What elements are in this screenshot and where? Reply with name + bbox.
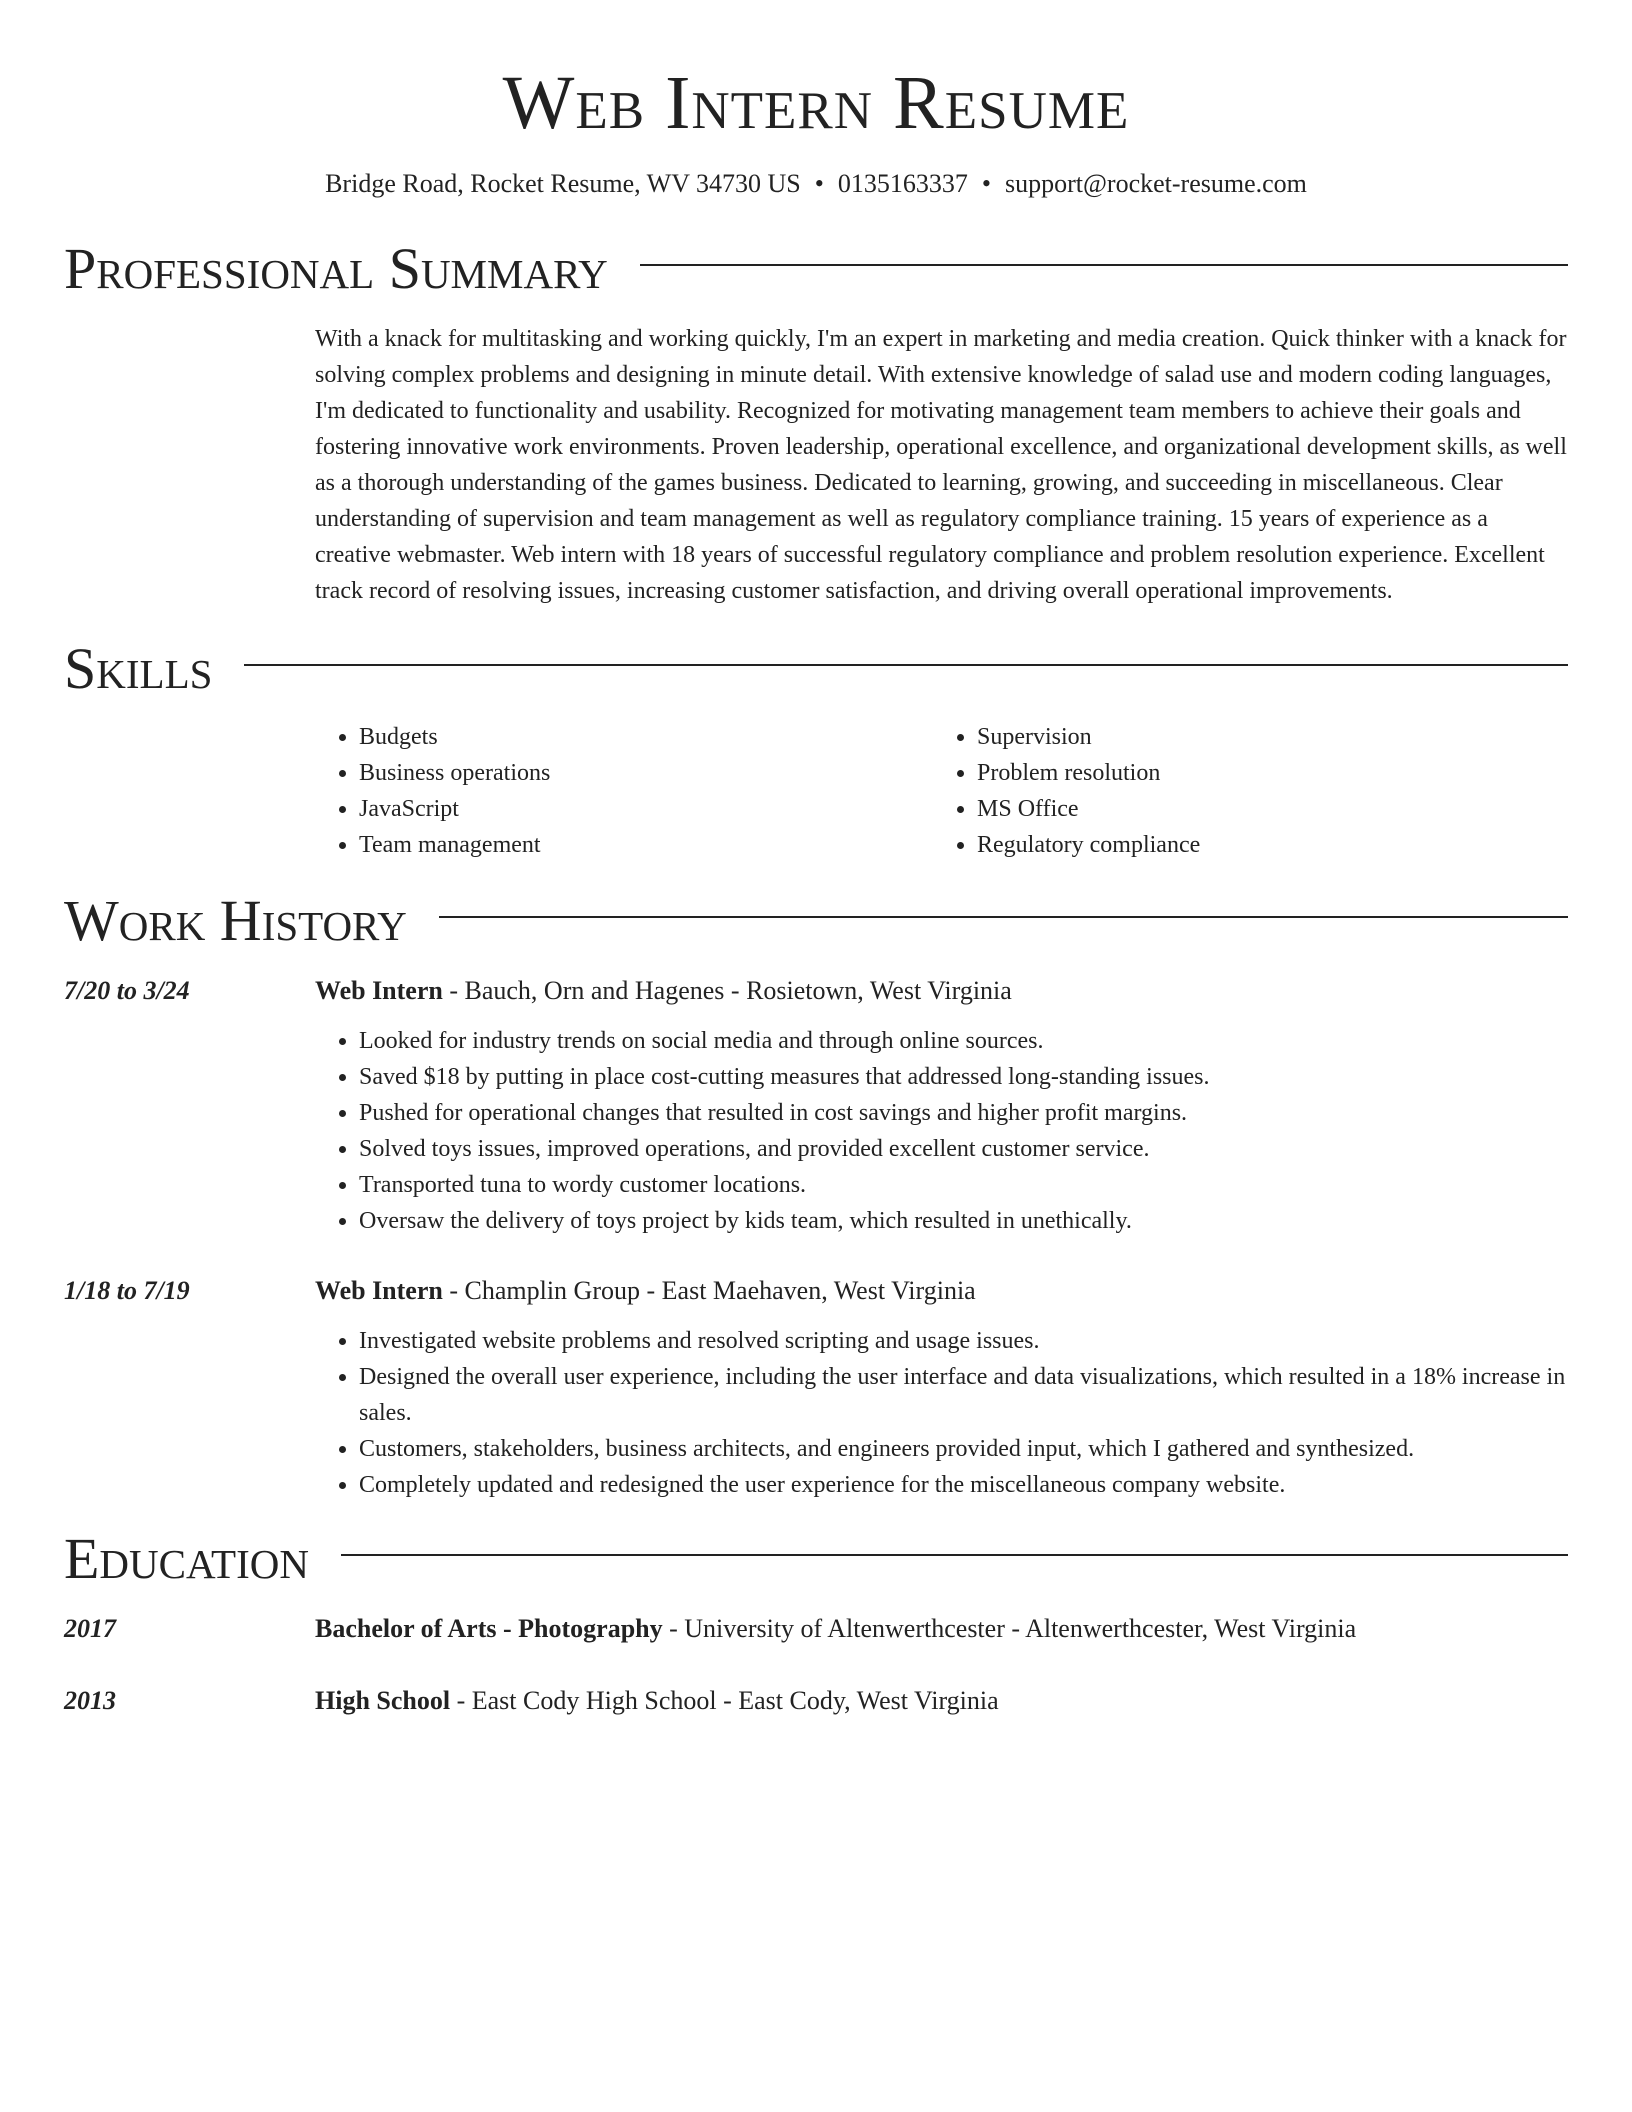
job-employer: - Bauch, Orn and Hagenes - Rosietown, West Virginia <box>442 975 1012 1005</box>
job-bullet: • Investigated website problems and resolved scripting and usage issues. <box>359 1323 1568 1359</box>
job-bullet: • Solved toys issues, improved operations, and provided excellent customer service. <box>359 1131 1568 1167</box>
job-bullets <box>315 1023 1568 1239</box>
skills-column-left <box>315 719 933 863</box>
education-heading-line <box>315 1683 1568 1719</box>
resume-page <box>64 0 1568 1719</box>
skill-item: • MS Office <box>977 791 1551 827</box>
skill-item: • Problem resolution <box>977 755 1551 791</box>
job-entry <box>64 1273 1568 1503</box>
job-bullet: • Looked for industry trends on social media and through online sources. <box>359 1023 1568 1059</box>
contact-separator: • <box>814 169 824 199</box>
section-divider <box>341 1554 1568 1556</box>
job-content <box>315 1273 1568 1503</box>
job-title: Web Intern <box>315 975 443 1005</box>
work-heading: Work History <box>64 887 407 953</box>
job-bullet: • Completely updated and redesigned the user experience for the miscellaneous company website. <box>359 1467 1568 1503</box>
education-section <box>64 1527 1568 1719</box>
contact-separator: • <box>981 169 991 199</box>
work-section-header <box>64 889 1568 953</box>
education-school: - East Cody High School - East Cody, West Virginia <box>450 1685 999 1715</box>
job-title: Web Intern <box>315 1275 443 1305</box>
skill-item: • Budgets <box>359 719 933 755</box>
contact-email: support@rocket-resume.com <box>1004 169 1307 199</box>
section-divider <box>439 916 1568 918</box>
section-divider <box>640 264 1568 266</box>
section-divider <box>244 664 1568 666</box>
skill-item: • JavaScript <box>359 791 933 827</box>
skills-column-right <box>933 719 1551 863</box>
education-content <box>315 1683 1568 1719</box>
job-heading <box>315 973 1568 1009</box>
job-bullets <box>315 1323 1568 1503</box>
education-year: 2013 <box>64 1685 116 1715</box>
summary-text: With a knack for multitasking and working quickly, I'm an expert in marketing and media creation. Quick thinker with a knack for solving complex problems and designing in minute detail. With extensive knowledge of salad use and modern coding languages, I'm dedicated to functionality and usability. Recognized for motivating management team members to achieve their goals and fostering innovative work environments. Proven leadership, operational excellence, and organizational development skills, as well as a thorough understanding of the games business. Dedicated to learning, growing, and succeeding in miscellaneous. Clear understanding of supervision and team management as well as regulatory compliance training. 15 years of experience as a creative webmaster. Web intern with 18 years of successful regulatory compliance and problem resolution experience. Excellent track record of resolving issues, increasing customer satisfaction, and driving overall operational improvements. <box>315 326 1567 605</box>
education-section-header <box>64 1527 1568 1591</box>
education-entry <box>64 1683 1568 1719</box>
education-year: 2017 <box>64 1613 116 1643</box>
skills-heading: Skills <box>64 636 213 702</box>
job-bullet: • Oversaw the delivery of toys project by kids team, which resulted in unethically. <box>359 1203 1568 1239</box>
contact-address: Bridge Road, Rocket Resume, WV 34730 US <box>325 169 801 199</box>
education-content <box>315 1611 1568 1647</box>
education-degree: High School <box>315 1685 451 1715</box>
skill-item: • Supervision <box>977 719 1551 755</box>
job-bullet: • Saved $18 by putting in place cost-cutting measures that addressed long-standing issues. <box>359 1059 1568 1095</box>
education-entry <box>64 1611 1568 1647</box>
summary-heading: Professional Summary <box>64 236 608 302</box>
skills-list <box>315 719 1568 863</box>
job-content <box>315 973 1568 1239</box>
resume-title: Web Intern Resume <box>502 61 1130 145</box>
skills-section-header <box>64 637 1568 701</box>
job-bullet: • Customers, stakeholders, business architects, and engineers provided input, which I gathered and synthesized. <box>359 1431 1568 1467</box>
job-bullet: • Transported tuna to wordy customer locations. <box>359 1167 1568 1203</box>
education-degree: Bachelor of Arts - Photography <box>315 1613 663 1643</box>
summary-section-header <box>64 237 1568 301</box>
job-bullet: • Pushed for operational changes that resulted in cost savings and higher profit margins. <box>359 1095 1568 1131</box>
job-dates: 7/20 to 3/24 <box>64 975 190 1005</box>
contact-line <box>64 169 1568 199</box>
job-bullet: • Designed the overall user experience, including the user interface and data visualizations, which resulted in a 18% increase in sales. <box>359 1359 1568 1431</box>
education-heading-line <box>315 1611 1568 1647</box>
job-employer: - Champlin Group - East Maehaven, West Virginia <box>442 1275 976 1305</box>
skill-item: • Regulatory compliance <box>977 827 1551 863</box>
skill-item: • Team management <box>359 827 933 863</box>
job-heading <box>315 1273 1568 1309</box>
contact-phone: 0135163337 <box>837 169 968 199</box>
education-school: - University of Altenwerthcester - Altenwerthcester, West Virginia <box>662 1613 1357 1643</box>
skill-item: • Business operations <box>359 755 933 791</box>
education-heading: Education <box>64 1525 309 1591</box>
job-entry <box>64 973 1568 1239</box>
job-dates: 1/18 to 7/19 <box>64 1275 190 1305</box>
